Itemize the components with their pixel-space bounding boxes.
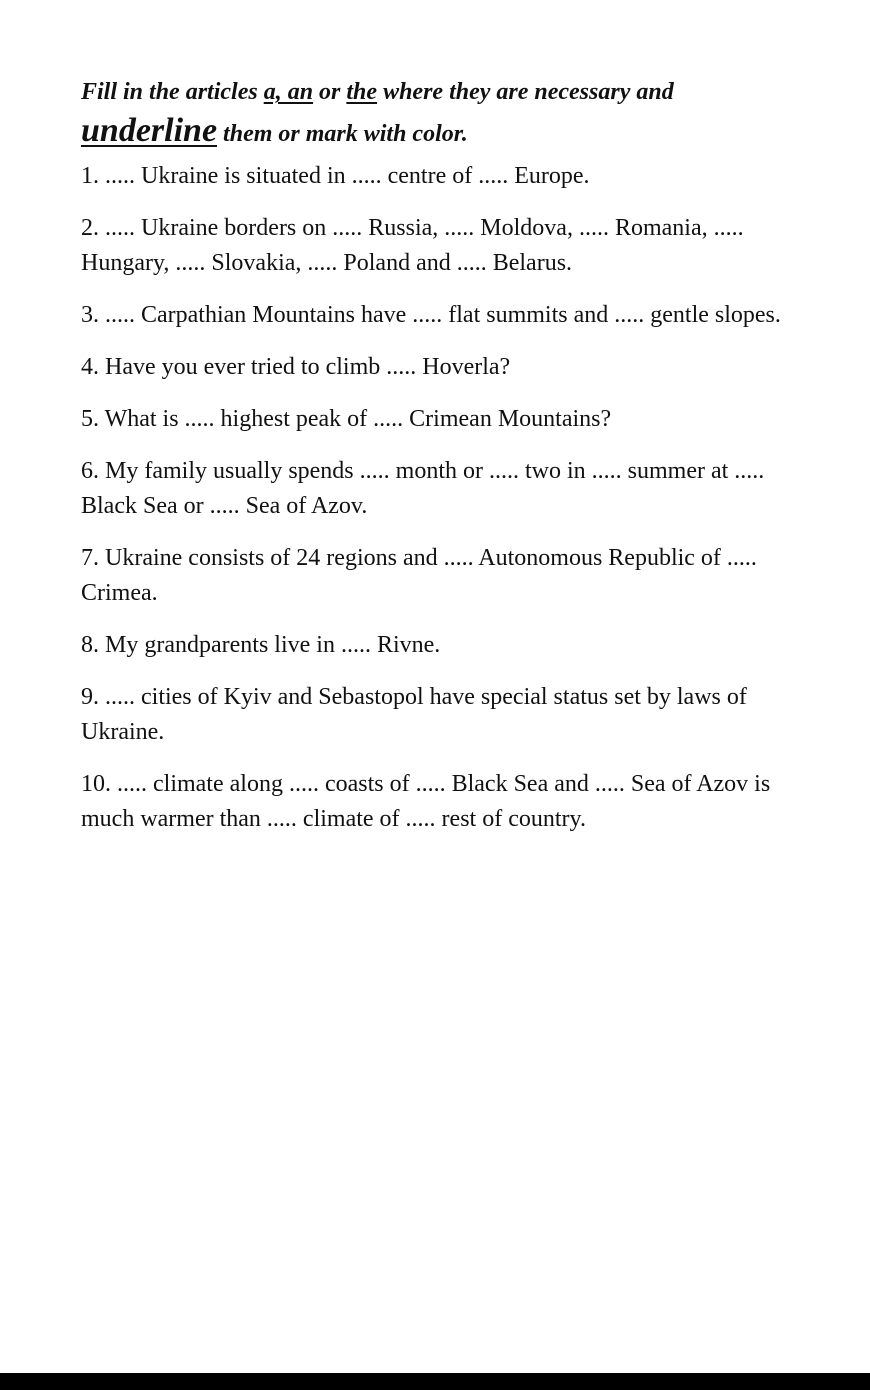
article-a-an: a, an <box>263 79 314 105</box>
exercise-item-1 <box>81 159 861 194</box>
exercise-line: 6. My family usually spends ..... month or ..... two in ..... summer at ..... <box>81 458 765 484</box>
exercise-line: 8. My grandparents live in ..... Rivne. <box>81 632 441 658</box>
exercise-item-2 <box>81 211 861 281</box>
exercise-item-3 <box>81 298 861 333</box>
bottom-black-bar <box>0 1373 870 1390</box>
instructions-heading <box>81 74 861 153</box>
instructions-part1: Fill in the articles <box>81 79 264 105</box>
instructions-part3: where they are necessary and <box>377 79 674 105</box>
exercise-line: 9. ..... cities of Kyiv and Sebastopol have special status set by laws of <box>81 684 747 710</box>
worksheet-page <box>81 74 861 854</box>
exercise-item-9 <box>81 680 861 750</box>
underline-word: underline <box>81 112 218 149</box>
exercise-line: 7. Ukraine consists of 24 regions and ..... Autonomous Republic of ..... <box>81 545 757 571</box>
article-the: the <box>346 79 378 105</box>
exercise-line: much warmer than ..... climate of ..... rest of country. <box>81 806 586 832</box>
exercise-line: 4. Have you ever tried to climb ..... Hoverla? <box>81 354 511 380</box>
instructions-line2 <box>81 112 861 153</box>
exercise-line: Black Sea or ..... Sea of Azov. <box>81 493 368 519</box>
exercise-line: Hungary, ..... Slovakia, ..... Poland and ..... Belarus. <box>81 250 573 276</box>
exercise-item-4 <box>81 350 861 385</box>
exercise-line: 5. What is ..... highest peak of ..... Crimean Mountains? <box>81 406 612 432</box>
exercise-item-6 <box>81 454 861 524</box>
exercise-line: 10. ..... climate along ..... coasts of ..... Black Sea and ..... Sea of Azov is <box>81 771 771 797</box>
instructions-part2: or <box>313 79 347 105</box>
exercise-item-8 <box>81 628 861 663</box>
exercise-line: 3. ..... Carpathian Mountains have ..... flat summits and ..... gentle slopes. <box>81 302 781 328</box>
exercise-item-10 <box>81 767 861 837</box>
exercise-line: Ukraine. <box>81 719 165 745</box>
exercise-list <box>81 159 861 837</box>
exercise-line: Crimea. <box>81 580 158 606</box>
exercise-line: 1. ..... Ukraine is situated in ..... centre of ..... Europe. <box>81 163 590 189</box>
instructions-part4: them or mark with color. <box>217 121 468 147</box>
exercise-item-7 <box>81 541 861 611</box>
exercise-line: 2. ..... Ukraine borders on ..... Russia, ..... Moldova, ..... Romania, ..... <box>81 215 744 241</box>
exercise-item-5 <box>81 402 861 437</box>
